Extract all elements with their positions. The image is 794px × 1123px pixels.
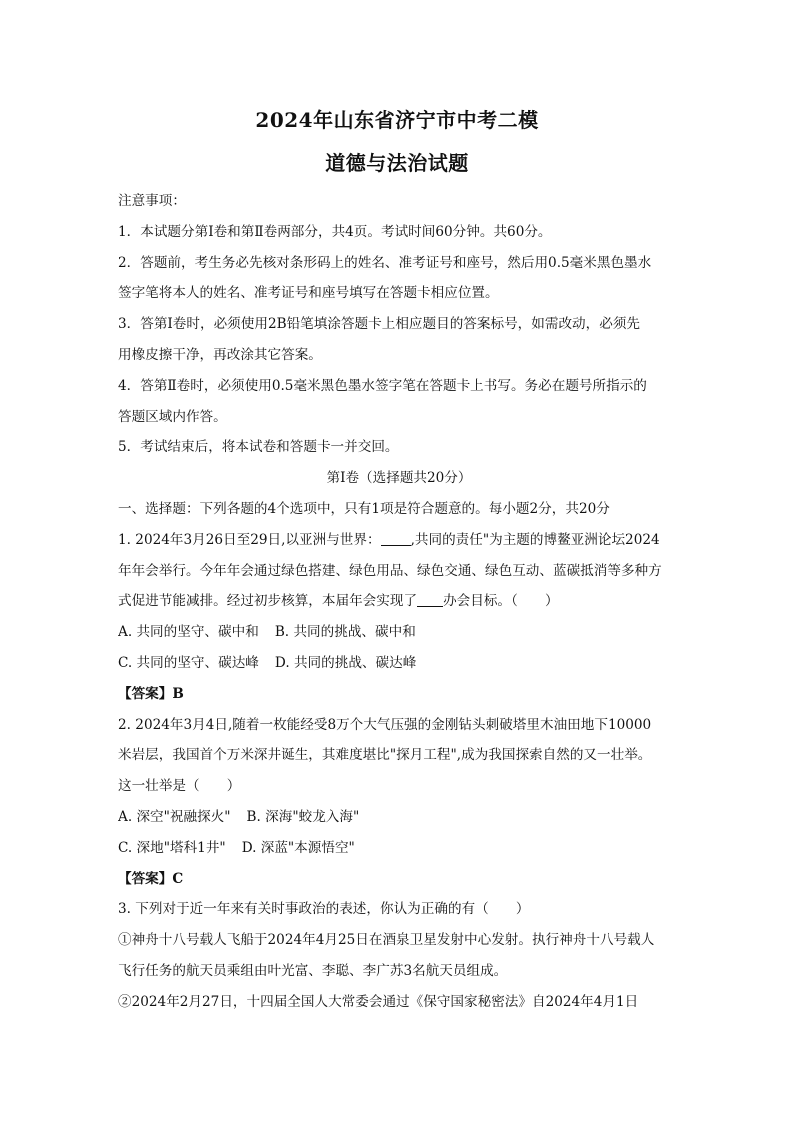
option-c: C. 共同的坚守、碳达峰 [118,654,259,671]
notice-item: 答题区域内作答。 [118,408,227,425]
q1-stem-part: 办会目标。（ ） [443,593,559,610]
question-1-stem [118,525,680,556]
option-a: A. 深空"祝融探火" [118,808,231,825]
question-3-stem: ②2024年2月27日，十四届全国人大常委会通过《保守国家秘密法》自2024年4月1日 [118,993,639,1010]
notice-heading: 注意事项： [118,193,186,209]
q1-stem-part: 1. 2024年3月26日至29日,以亚洲与世界： [118,531,381,548]
option-a: A. 共同的坚守、碳中和 [118,624,259,641]
question-1-answer: 【答案】B [118,685,184,702]
question-1-stem [118,586,680,617]
question-3-stem: 飞行任务的航天员乘组由叶光富、李聪、李广苏3名航天员组成。 [118,962,508,979]
question-1-stem: 年年会举行。今年年会通过绿色搭建、绿色用品、绿色交通、绿色互动、蓝碳抵消等多种方 [118,562,662,579]
q1-stem-part: ,共同的责任"为主题的博鳌亚洲论坛2024 [410,531,660,548]
answer-blank [417,592,443,607]
section-heading: 第Ⅰ卷（选择题共20分） [326,470,472,487]
option-d: D. 深蓝"本源悟空" [241,839,355,856]
exam-title: 2024年山东省济宁市中考二模 [255,108,539,132]
section-instruction: 一、选择题：下列各题的4个选项中，只有1项是符合题意的。每小题2分，共20分 [118,500,610,517]
notice-item: 1．本试题分第Ⅰ卷和第Ⅱ卷两部分，共4页。考试时间60分钟。共60分。 [118,223,552,240]
question-2-options [118,833,680,864]
exam-subtitle: 道德与法治试题 [325,151,469,175]
question-2-stem: 米岩层，我国首个万米深井诞生，其难度堪比"探月工程",成为我国探索自然的又一壮举。 [118,747,652,764]
question-1-options [118,617,680,648]
question-1-options [118,648,680,679]
notice-item: 4．答第Ⅱ卷时，必须使用0.5毫米黑色墨水签字笔在答题卡上书写。务必在题号所指示的 [118,377,647,394]
option-b: B. 共同的挑战、碳中和 [274,624,416,641]
answer-blank [381,531,411,546]
notice-item: 签字笔将本人的姓名、准考证号和座号填写在答题卡相应位置。 [118,285,499,302]
notice-item: 3．答第Ⅰ卷时，必须使用2B铅笔填涂答题卡上相应题目的答案标号，如需改动，必须先 [118,316,641,333]
option-b: B. 深海"蛟龙入海" [246,808,360,825]
q1-stem-part: 式促进节能减排。经过初步核算，本届年会实现了 [118,593,418,610]
question-2-answer: 【答案】C [118,870,184,887]
question-2-stem: 这一壮举是（ ） [118,778,241,795]
question-3-stem: 3. 下列对于近一年来有关时事政治的表述，你认为正确的有（ ） [118,901,530,918]
question-2-options [118,802,680,833]
question-3-stem: ①神舟十八号载人飞船于2024年4月25日在酒泉卫星发射中心发射。执行神舟十八号载人 [118,932,655,949]
option-c: C. 深地"塔科1井" [118,839,226,856]
question-2-stem: 2. 2024年3月4日,随着一枚能经受8万个大气压强的金刚钻头刺破塔里木油田地下10000 [118,716,652,733]
notice-item: 5．考试结束后，将本试卷和答题卡一并交回。 [118,439,399,456]
option-d: D. 共同的挑战、碳达峰 [274,654,417,671]
exam-body [118,186,680,1018]
notice-item: 2．答题前，考生务必先核对条形码上的姓名、准考证号和座号，然后用0.5毫米黑色墨水 [118,254,652,271]
notice-item: 用橡皮擦干净，再改涂其它答案。 [118,346,322,363]
